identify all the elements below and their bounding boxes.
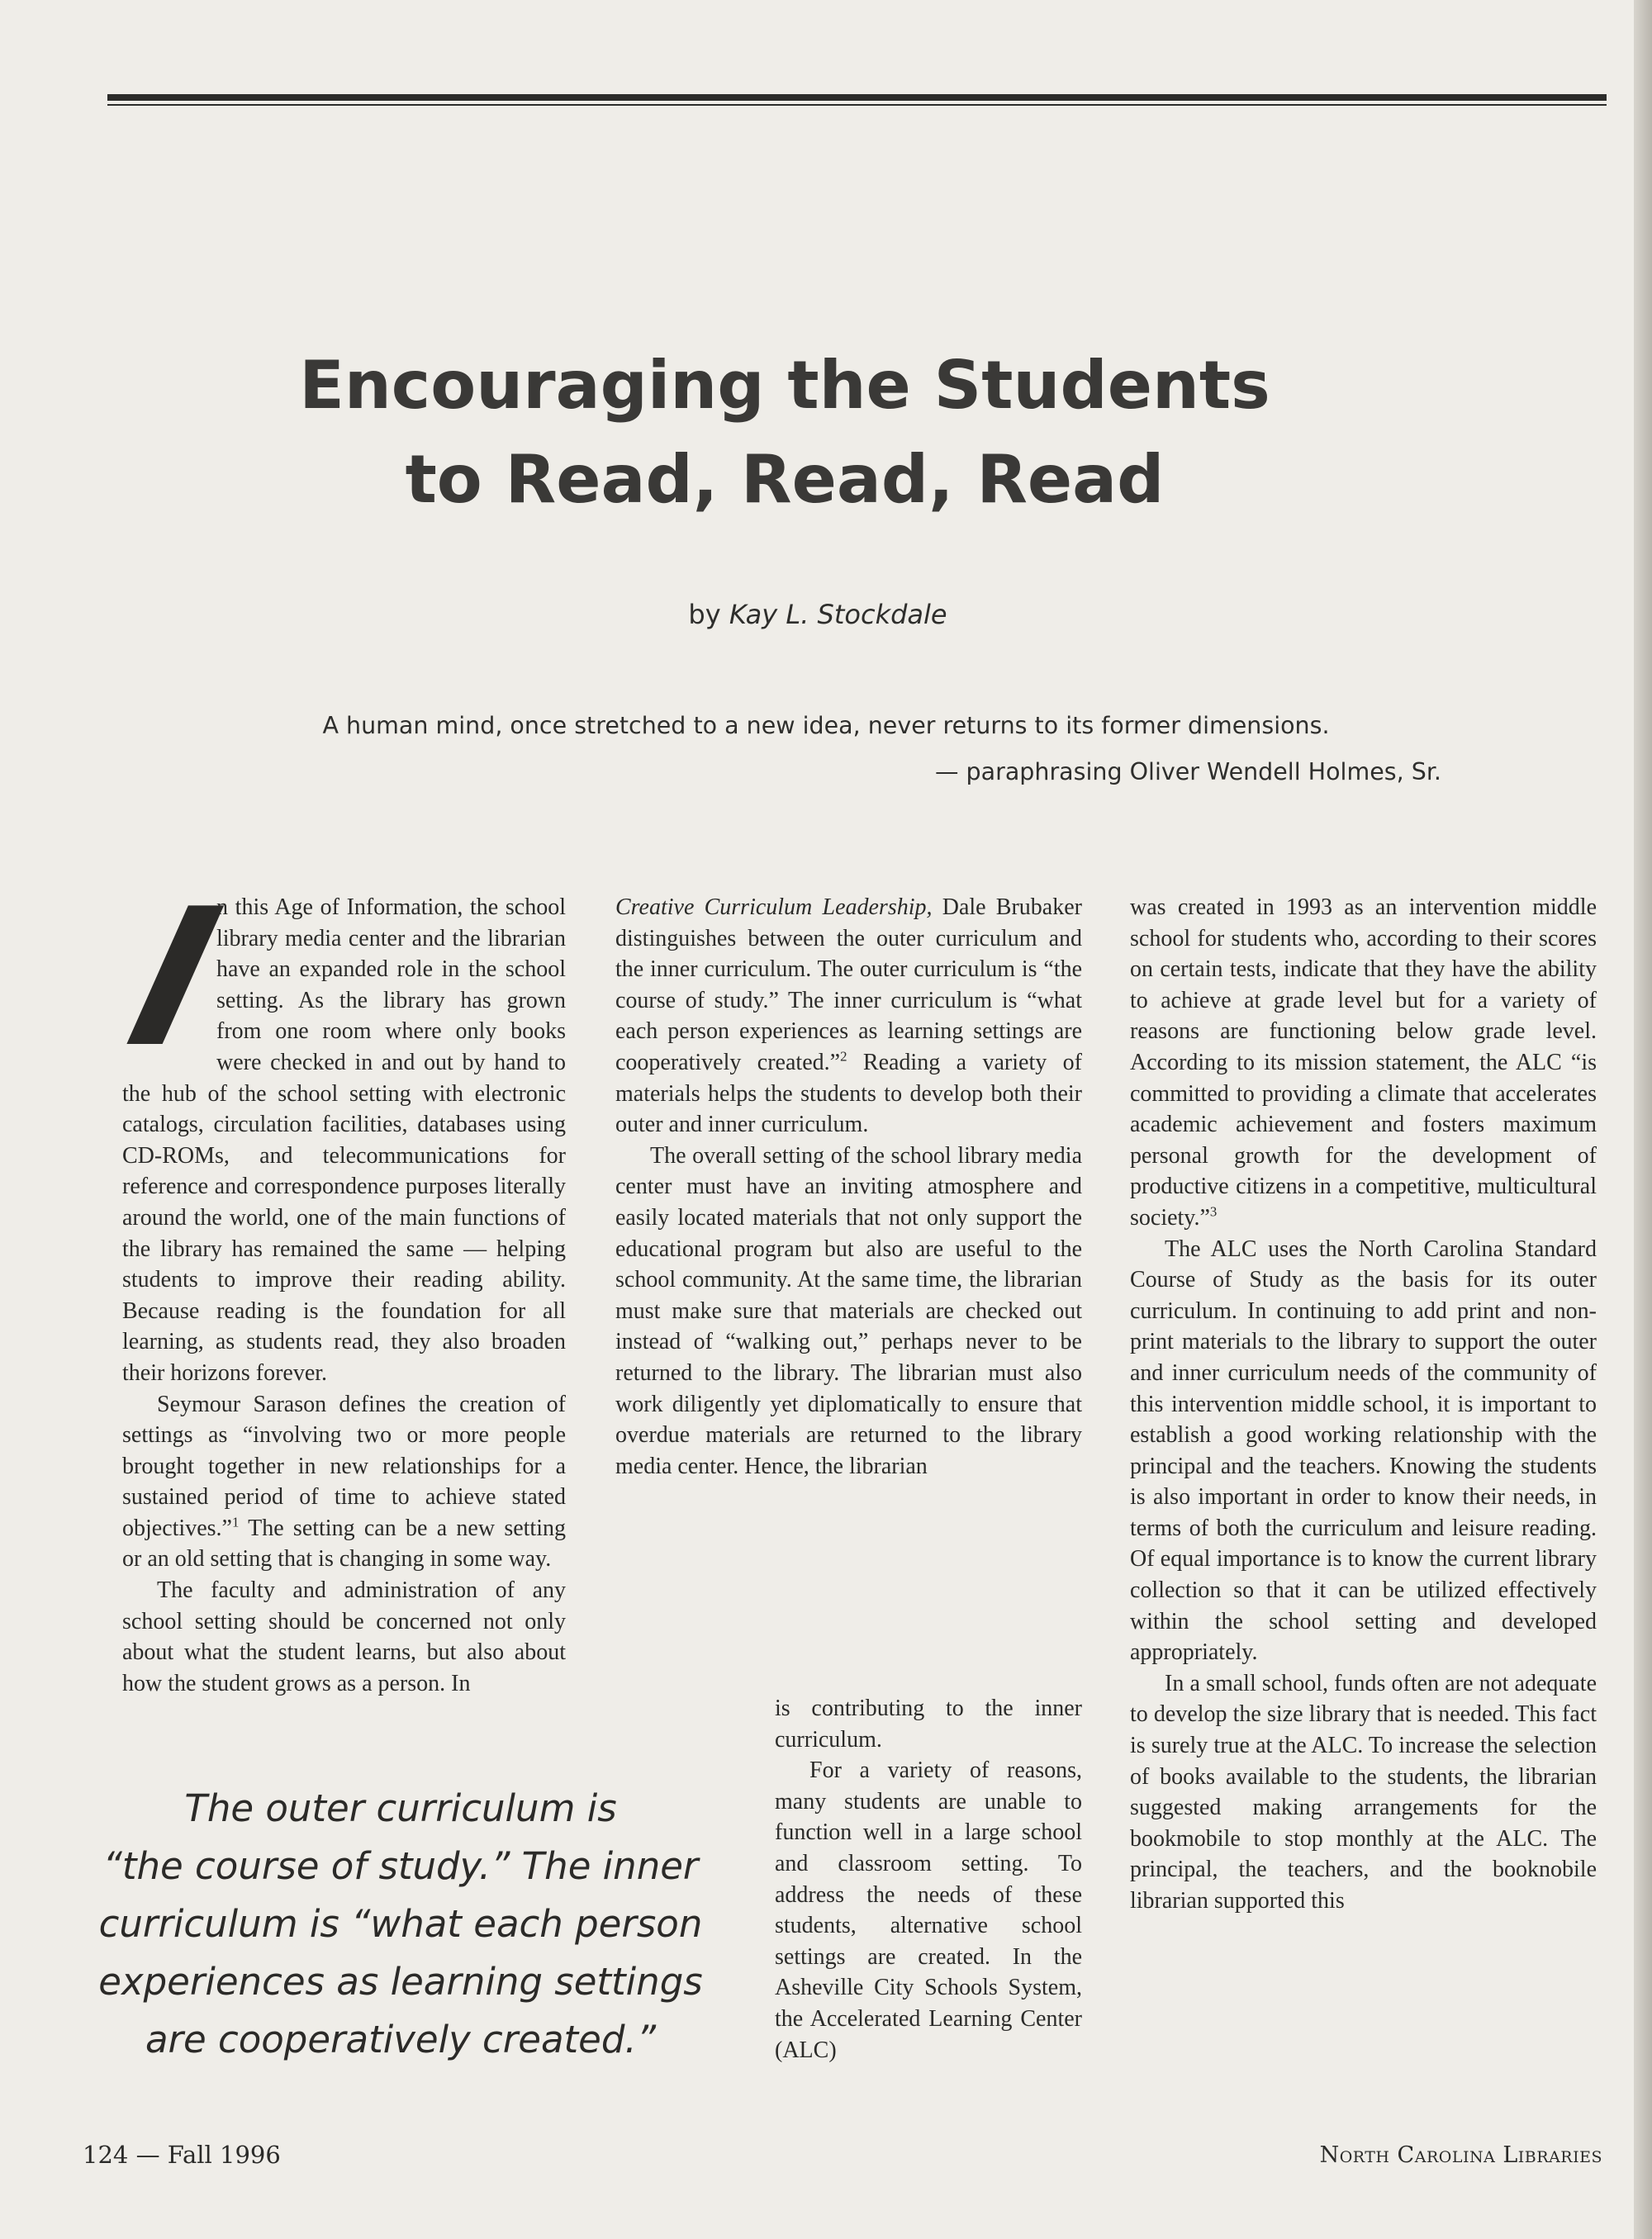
column-3 [1130, 892, 1597, 1917]
paragraph-3-cont-text: Dale Brubaker distinguishes between the outer curriculum and the inner curriculum. The outer curriculum is “the course of study.” The inner curriculum is “what each person experiences as learning settings are cooperatively created.” [615, 894, 1082, 1075]
paragraph-1-text: n this Age of Information, the school library media center and the librarian have an expanded role in the school setting. As the library has grown from one room where only books were checked in and out by hand to the hub of the school setting with electronic catalogs, circulation facilities, databases using CD-ROMs, and telecommunications for reference and correspondence purposes literally around the world, one of the main functions of the library has remained the same — helping students to improve their reading ability. Because reading is the foundation for all learning, as students read, they also broaden their horizons forever. [122, 894, 566, 1386]
title-line-2: to Read, Read, Read [405, 441, 1165, 518]
pull-quote-line-2: “the course of study.” The inner [102, 1844, 699, 1888]
column-1 [111, 869, 566, 1699]
paragraph-1 [111, 869, 566, 1389]
paragraph-5: For a variety of reasons, many students are unable to function well in a large school and classroom setting. To address the needs of these students, alternative school settings are created. In the Asheville City Schools System, the Accelerated Learning Center (ALC) [775, 1758, 1082, 2063]
paragraph-4-end: is contributing to the inner curriculum. [775, 1696, 1082, 1753]
footnote-ref-1: 1 [231, 1514, 240, 1530]
paragraph-5-cont-text: was created in 1993 as an intervention middle school for students who, according to their scores on certain tests, indicate that they have the ability to achieve at grade level but for a variety of reasons are functioning below grade level. According to its mission statement, the ALC “is committed to providing a climate that accelerates academic achievement and fosters maximum personal growth for the development of productive citizens in a competitive, multicultural society.” [1130, 894, 1597, 1231]
epigraph-attribution: — paraphrasing Oliver Wendell Holmes, Sr. [935, 758, 1441, 785]
epigraph: A human mind, once stretched to a new idea, never returns to its former dimensions. [322, 712, 1330, 739]
header-rule-thick [107, 94, 1607, 101]
paragraph-4 [615, 1141, 1082, 1482]
journal-name: North Carolina Libraries [1319, 2142, 1602, 2168]
pull-quote-line-3: curriculum is “what each person [98, 1902, 703, 1946]
title-line-1: Encouraging the Students [299, 347, 1270, 424]
footnote-ref-2: 2 [840, 1048, 847, 1065]
byline [578, 599, 1057, 630]
paragraph-4-text: The overall setting of the school library media center must have an inviting atmosphere and easily located materials that not only support the educational program but also are useful to the school community. At the same time, the librarian must make sure that materials are checked out instead of “walking out,” perhaps never to be returned to the library. The librarian must also work diligently yet diplomatically to ensure that overdue materials are returned to the library media center. Hence, the librarian [615, 1142, 1082, 1479]
book-title: Creative Curriculum Leadership, [615, 894, 933, 920]
page-edge [1634, 0, 1652, 2239]
paragraph-5-cont [1130, 892, 1597, 1234]
pull-quote-line-5: are cooperatively created.” [145, 2018, 657, 2061]
paragraph-3-text: The faculty and administration of any school setting should be concerned not only about what the student learns, but also about how the student grows as a person. In [122, 1577, 566, 1696]
byline-by: by [688, 599, 721, 630]
author-name: Kay L. Stockdale [729, 599, 947, 630]
pull-quote [74, 1780, 727, 2069]
pull-quote-line-1: The outer curriculum is [184, 1786, 617, 1830]
paragraph-2-text: Seymour Sarason defines the creation of settings as “involving two or more people brought together in new relationships for a sustained period of time to achieve stated objectives.” [122, 1391, 566, 1541]
paragraph-3-end: Reading a variety of materials helps the students to develop both their outer and inner curriculum. [615, 1049, 1082, 1138]
drop-cap: I [111, 869, 237, 1089]
paragraph-3-cont [615, 892, 1082, 1141]
paragraph-3-start [122, 1575, 566, 1699]
page-folio: 124 — Fall 1996 [83, 2141, 281, 2169]
header-rule-thin [107, 104, 1607, 106]
paragraph-7: In a small school, funds often are not adequate to develop the size library that is needed. This fact is surely true at the ALC. To increase the selection of books available to the students, the librarian suggested making arrangements for the bookmobile to stop monthly at the ALC. The principal, the teachers, and the booknobile librarian supported this [1130, 1670, 1597, 1914]
paragraph-2-cont: The setting can be a new setting or an old setting that is changing in some way. [122, 1515, 566, 1573]
column-2 [615, 892, 1082, 1482]
paragraph-2 [122, 1389, 566, 1576]
paragraph-6: The ALC uses the North Carolina Standard Course of Study as the basis for its outer curriculum. In continuing to add print and non-print materials to the library to support the outer and inner curriculum needs of the community of this intervention middle school, it is important to establish a good working relationship with the principal and the teachers. Knowing the students is also important in order to know their needs, in terms of both the curriculum and leisure reading. Of equal importance is to know the current library collection so that it can be utilized effectively within the school setting and developed appropriately. [1130, 1236, 1597, 1666]
article-title [215, 339, 1355, 527]
footnote-ref-3: 3 [1209, 1203, 1218, 1220]
pull-quote-line-4: experiences as learning settings [98, 1960, 703, 2004]
column-2-lower [775, 1693, 1082, 2066]
